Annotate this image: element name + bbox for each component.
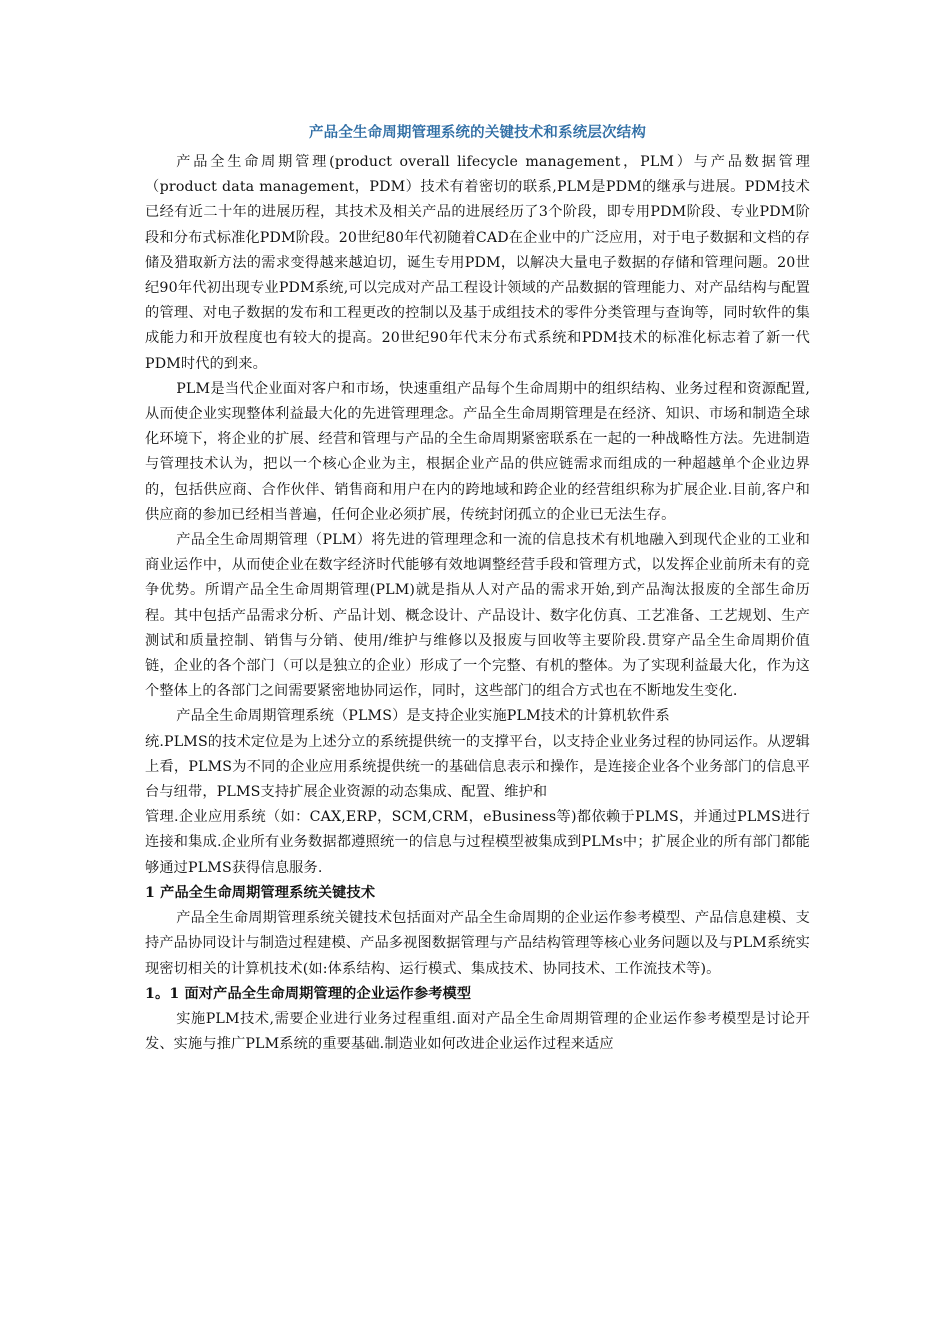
paragraph-plm-concept: PLM是当代企业面对客户和市场，快速重组产品每个生命周期中的组织结构、业务过程和资源配置,从而使企业实现整体利益最大化的先进管理理念。产品全生命周期管理是在经济、知识、市场和制造全球化环境下，将企业的扩展、经营和管理与产品的全生命周期紧密联系在一起的一种战略性方法。先进制造与管理技术认为，把以一个核心企业为主，根据企业产品的供应链需求而组成的一种超越单个企业边界的，包括供应商、合作伙伴、销售商和用户在内的跨地域和跨企业的经营组织称为扩展企业.目前,客户和供应商的参加已经相当普遍，任何企业必须扩展，传统封闭孤立的企业已无法生存。 — [145, 380, 810, 523]
section-1-1-heading: 1。1 面对产品全生命周期管理的企业运作参考模型 — [145, 985, 472, 1002]
document-page — [145, 120, 810, 1057]
section-1-heading: 1 产品全生命周期管理系统关键技术 — [145, 884, 376, 901]
paragraph-plms-line2: 统.PLMS的技术定位是为上述分立的系统提供统一的支撑平台，以支持企业业务过程的协同运作。从逻辑上看，PLMS为不同的企业应用系统提供统一的基础信息表示和操作，是连接企业各个业务部门的信息平台与纽带，PLMS支持扩展企业资源的动态集成、配置、维护和 — [145, 733, 810, 801]
paragraph-plm-definition: 产品全生命周期管理（PLM）将先进的管理理念和一流的信息技术有机地融入到现代企业的工业和商业运作中，从而使企业在数字经济时代能够有效地调整经营手段和管理方式，以发挥企业前所未有的竞争优势。所谓产品全生命周期管理(PLM)就是指从人对产品的需求开始,到产品淘汰报废的全部生命历程。其中包括产品需求分析、产品计划、概念设计、产品设计、数字化仿真、工艺准备、工艺规划、生产测试和质量控制、销售与分销、使用/维护与维修以及报废与回收等主要阶段.贯穿产品全生命周期价值链，企业的各个部门（可以是独立的企业）形成了一个完整、有机的整体。为了实现利益最大化，作为这个整体上的各部门之间需要紧密地协同运作，同时，这些部门的组合方式也在不断地发生变化. — [145, 532, 810, 700]
paragraph-plms-line3: 管理.企业应用系统（如：CAX,ERP，SCM,CRM，eBusiness等)都依赖于PLMS，并通过PLMS进行连接和集成.企业所有业务数据都遵照统一的信息与过程模型被集成到PLMs中；扩展企业的所有部门都能够通过PLMS获得信息服务. — [145, 809, 810, 876]
paragraph-plms-line1: 产品全生命周期管理系统（PLMS）是支持企业实施PLM技术的计算机软件系 — [176, 708, 670, 725]
paragraph-plm-pdm-history: 产品全生命周期管理(product overall lifecycle management，PLM）与产品数据管理（product data management，PDM）技术有着密切的联系,PLM是PDM的继承与进展。PDM技术已经有近二十年的进展历程，其技术及相关产品的进展经历了3个阶段，即专用PDM阶段、专业PDM阶段和分布式标准化PDM阶段。20世纪80年代初随着CAD在企业中的广泛应用，对于电子数据和文档的存储及猎取新方法的需求变得越来越迫切，诞生专用PDM，以解决大量电子数据的存储和管理问题。20世纪90年代初出现专业PDM系统,可以完成对产品工程设计领域的产品数据的管理能力、对产品结构与配置的管理、对电子数据的发布和工程更改的控制以及基于成组技术的零件分类管理与查询等，同时软件的集成能力和开放程度也有较大的提高。20世纪90年代末分布式系统和PDM技术的标准化标志着了新一代PDM时代的到来。 — [145, 154, 810, 372]
document-title: 产品全生命周期管理系统的关键技术和系统层次结构 — [309, 124, 646, 141]
paragraph-plms — [145, 704, 810, 880]
section-1-body: 产品全生命周期管理系统关键技术包括面对产品全生命周期的企业运作参考模型、产品信息建模、支持产品协同设计与制造过程建模、产品多视图数据管理与产品结构管理等核心业务问题以及与PLM系统实现密切相关的计算机技术(如:体系结构、运行模式、集成技术、协同技术、工作流技术等)。 — [145, 910, 810, 977]
section-1-1-body: 实施PLM技术,需要企业进行业务过程重组.面对产品全生命周期管理的企业运作参考模型是讨论开发、实施与推广PLM系统的重要基础.制造业如何改进企业运作过程来适应 — [145, 1010, 810, 1053]
